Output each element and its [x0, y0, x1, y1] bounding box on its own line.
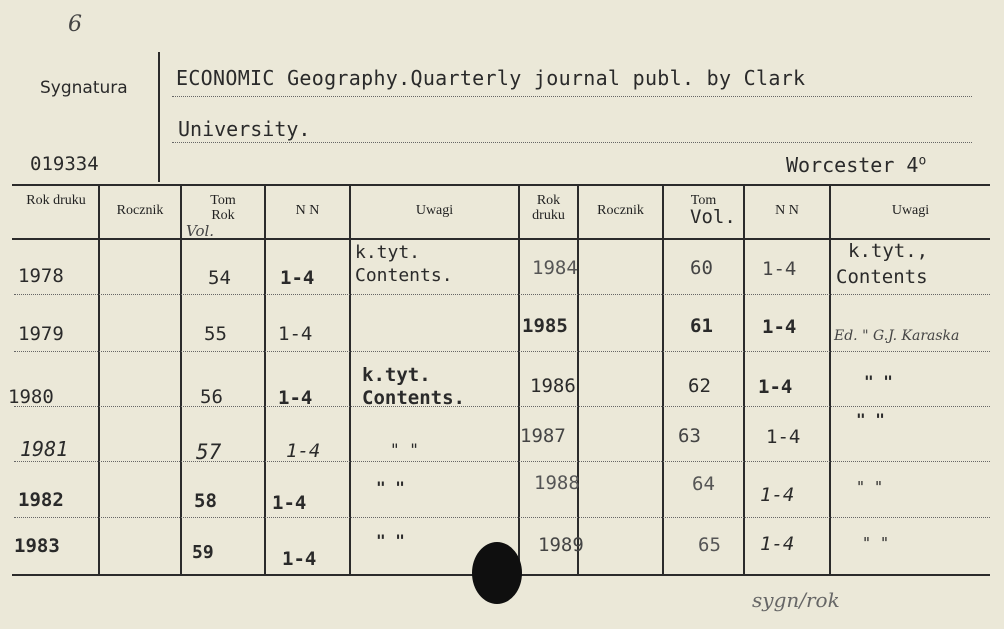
right-row-remark: " " [856, 478, 884, 496]
left-row-year: 1979 [18, 323, 64, 345]
title-rule-2 [172, 142, 972, 143]
right-row-year: 1987 [520, 425, 566, 447]
col-rule [743, 184, 745, 574]
col-rule [577, 184, 579, 574]
right-row-remark-2: Contents [836, 266, 928, 288]
header-vol-handwritten: Vol. [186, 222, 215, 240]
header-rok: Rok [211, 208, 235, 223]
left-row-year: 1980 [8, 386, 54, 408]
left-row-nn: 1-4 [280, 267, 315, 289]
col-rule [662, 184, 664, 574]
row-rule [14, 461, 990, 462]
title-line-1: ECONOMIC Geography.Quarterly journal publ. by Clark [176, 66, 806, 90]
left-row-remark: " " [376, 531, 405, 550]
header-rok-druku-right: Rok druku [532, 193, 565, 223]
right-row-remark: " " [862, 534, 890, 552]
col-rule [264, 184, 266, 574]
title-line-2: University. [178, 117, 311, 141]
corner-mark: 6 [68, 12, 82, 37]
header-tom: Tom [210, 193, 236, 208]
right-row-nn: 1-4 [762, 316, 797, 338]
col-rule [349, 184, 351, 574]
left-row-vol: 56 [200, 386, 223, 408]
col-rule [180, 184, 182, 574]
left-row-year: 1981 [20, 437, 69, 461]
col-rule [518, 184, 520, 574]
right-row-remark: " " [864, 372, 893, 391]
left-row-remark: k.tyt. [355, 242, 421, 263]
bottom-note: sygn/rok [752, 588, 840, 612]
left-row-nn: 1-4 [278, 387, 313, 409]
sygnatura-label: Sygnatura [40, 78, 128, 98]
left-row-remark: " " [390, 440, 419, 459]
left-row-vol: 57 [196, 440, 222, 464]
right-row-nn: 1-4 [760, 484, 795, 506]
right-row-nn: 1-4 [762, 258, 797, 280]
right-row-year: 1989 [538, 534, 584, 556]
col-rule [829, 184, 831, 574]
left-row-nn: 1-4 [272, 492, 307, 514]
punch-hole [472, 542, 522, 604]
right-row-year: 1988 [534, 472, 580, 494]
header-rok-druku: Rok druku [26, 193, 86, 208]
row-rule [14, 406, 990, 407]
right-row-nn: 1-4 [766, 426, 801, 448]
call-number: 019334 [30, 153, 99, 175]
place-format-text: Worcester 4 [786, 153, 919, 177]
table-header-rule [12, 238, 990, 240]
col-rule [98, 184, 100, 574]
left-row-remark: " " [376, 478, 405, 497]
right-row-vol: 64 [692, 473, 715, 495]
right-row-vol: 62 [688, 375, 711, 397]
row-rule [14, 517, 990, 518]
row-rule [14, 294, 990, 295]
right-row-remark: " " [856, 410, 885, 429]
header-tom-right: Tom [690, 193, 717, 208]
left-row-year: 1978 [18, 265, 64, 287]
right-row-remark: k.tyt., [848, 240, 929, 262]
header-vol-right: Vol. [690, 206, 736, 228]
table-top-rule [12, 184, 990, 186]
right-row-year: 1985 [522, 315, 568, 337]
left-row-nn: 1-4 [286, 440, 321, 462]
right-row-vol: 65 [698, 534, 721, 556]
place-format [786, 153, 926, 177]
right-row-vol: 61 [690, 315, 713, 337]
header-nn-right: N N [775, 203, 799, 218]
left-row-remark-2: Contents. [362, 387, 465, 409]
format-superscript: o [918, 153, 927, 169]
left-row-vol: 58 [194, 490, 217, 512]
left-row-vol: 54 [208, 267, 231, 289]
right-row-vol: 63 [678, 425, 701, 447]
left-row-remark: k.tyt. [362, 364, 431, 386]
header-uwagi-right: Uwagi [891, 203, 930, 218]
right-row-vol: 60 [690, 257, 713, 279]
left-row-nn: 1-4 [278, 323, 313, 345]
signature-divider [158, 52, 160, 182]
right-row-year: 1986 [530, 375, 576, 397]
header-rocznik: Rocznik [116, 203, 164, 218]
right-row-year: 1984 [532, 257, 578, 279]
right-row-nn: 1-4 [758, 376, 793, 398]
left-row-vol: 55 [204, 323, 227, 345]
right-row-remark-editor: Ed. " G.J. Karaska [834, 328, 960, 344]
header-uwagi: Uwagi [415, 203, 454, 218]
left-row-year: 1982 [18, 489, 64, 511]
right-row-nn: 1-4 [760, 533, 795, 555]
left-row-vol: 59 [192, 542, 214, 563]
left-row-nn: 1-4 [282, 548, 317, 570]
header-rocznik-right: Rocznik [597, 203, 644, 218]
title-rule-1 [172, 96, 972, 97]
header-nn: N N [295, 203, 320, 218]
row-rule [14, 351, 990, 352]
left-row-year: 1983 [14, 535, 60, 557]
left-row-remark-2: Contents. [355, 265, 453, 286]
